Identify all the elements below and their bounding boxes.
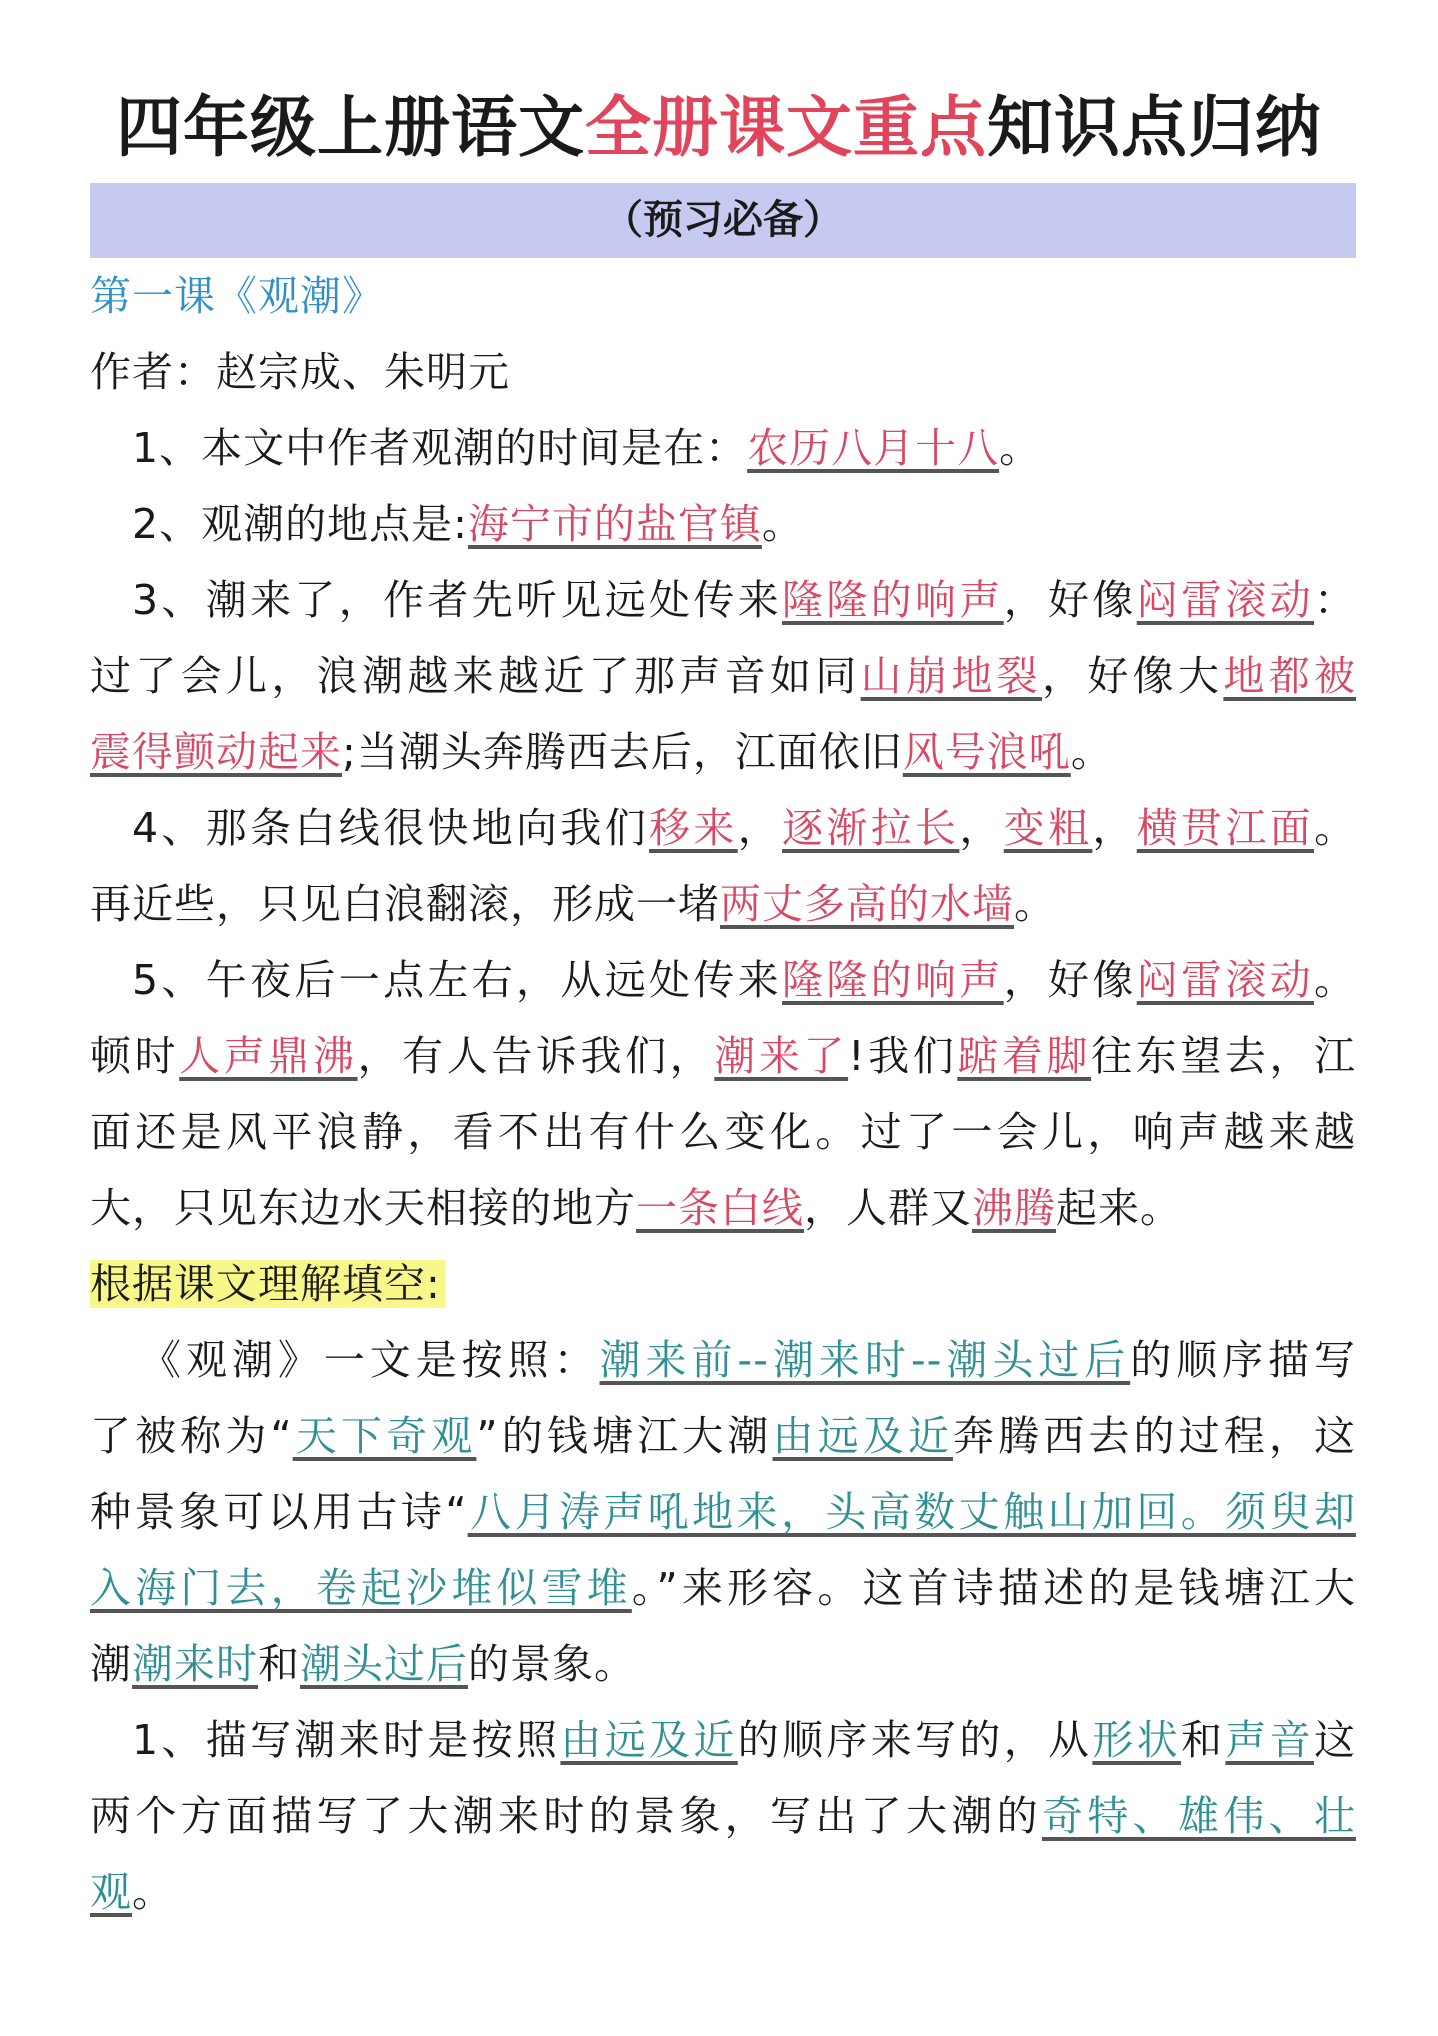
text: 。 — [999, 424, 1042, 472]
text: ，有人告诉我们， — [357, 1032, 715, 1080]
text: ， — [737, 804, 783, 852]
text: 种景象可以用古诗“ — [90, 1488, 468, 1536]
answer: 潮来时 — [132, 1640, 258, 1688]
item-5-line-4 — [90, 1170, 1356, 1246]
text: 过了会儿，浪潮越来越近了那声音如同 — [90, 652, 861, 700]
text: ”的钱塘江大潮 — [476, 1412, 773, 1460]
answer: 闷雷滚动 — [1136, 576, 1315, 624]
answer: 潮来前--潮来时--潮头过后 — [599, 1336, 1131, 1384]
item-3-line-1 — [90, 562, 1356, 638]
text: !我们 — [848, 1032, 958, 1080]
fill-p1-line-2 — [90, 1398, 1356, 1474]
answer: 隆隆的响声 — [782, 576, 1004, 624]
text: 。 — [1314, 956, 1357, 1004]
content — [90, 258, 1356, 1930]
text: 2、观潮的地点是: — [132, 500, 468, 548]
item-5-line-1 — [90, 942, 1356, 1018]
text: 。 — [132, 1868, 174, 1916]
answer: 海宁市的盐官镇 — [467, 500, 762, 548]
text: 再近些，只见白浪翻滚，形成一堵 — [90, 880, 720, 928]
item-4-line-1 — [90, 790, 1356, 866]
item-3-line-3 — [90, 714, 1356, 790]
text: 了被称为“ — [90, 1412, 293, 1460]
answer: 隆隆的响声 — [782, 956, 1004, 1004]
answer: 踮着脚 — [957, 1032, 1092, 1080]
text: 起来。 — [1056, 1184, 1182, 1232]
answer: 农历八月十八 — [747, 424, 1000, 472]
fill-section-heading-row — [90, 1246, 1356, 1322]
answer: 变粗 — [1003, 804, 1093, 852]
subtitle-banner — [90, 183, 1356, 258]
text: 1、描写潮来时是按照 — [132, 1716, 561, 1764]
text: 和 — [1181, 1716, 1226, 1764]
fill-p1-line-5 — [90, 1626, 1356, 1702]
answer: 闷雷滚动 — [1136, 956, 1315, 1004]
answer: 地都被 — [1223, 652, 1357, 700]
text: 3、潮来了，作者先听见远处传来 — [132, 576, 783, 624]
fill-p1-line-3 — [90, 1474, 1356, 1550]
answer: 潮来了 — [714, 1032, 849, 1080]
answer: 声音 — [1225, 1716, 1315, 1764]
item-5-line-2 — [90, 1018, 1356, 1094]
answer: 横贯江面 — [1136, 804, 1315, 852]
text: 4、那条白线很快地向我们 — [132, 804, 650, 852]
text: 《观潮》一文是按照： — [140, 1336, 600, 1384]
title-part3: 知识点归纳 — [987, 89, 1322, 166]
text: 的顺序描写 — [1130, 1336, 1357, 1384]
answer: 移来 — [649, 804, 738, 852]
item-5-line-3 — [90, 1094, 1356, 1170]
title-part2: 全册课文重点 — [585, 89, 987, 166]
text: ， — [959, 804, 1004, 852]
answer: 震得颤动起来 — [90, 728, 342, 776]
author-line: 作者：赵宗成、朱明元 — [90, 348, 510, 396]
answer: 奇特、雄伟、壮 — [1042, 1792, 1356, 1840]
text: ，好像 — [1003, 956, 1137, 1004]
fill-p2-line-2 — [90, 1778, 1356, 1854]
text: 的顺序来写的，从 — [737, 1716, 1093, 1764]
text: 的景象。 — [468, 1640, 636, 1688]
answer: 观 — [90, 1868, 132, 1916]
answer: 入海门去，卷起沙堆似雪堆 — [90, 1564, 632, 1612]
answer: 由远及近 — [560, 1716, 738, 1764]
answer: 由远及近 — [772, 1412, 953, 1460]
text: 这 — [1314, 1716, 1357, 1764]
fill-p2-line-3 — [90, 1854, 1356, 1930]
fill-p1-line-1 — [90, 1322, 1356, 1398]
answer: 逐渐拉长 — [782, 804, 960, 852]
text: 往东望去，江 — [1091, 1032, 1357, 1080]
item-2 — [90, 486, 1356, 562]
text: ，好像大 — [1042, 652, 1224, 700]
text: ;当潮头奔腾西去后，江面依旧 — [342, 728, 903, 776]
text: 大，只见东边水天相接的地方 — [90, 1184, 636, 1232]
title-part1: 四年级上册语文 — [116, 89, 585, 166]
text: 潮 — [90, 1640, 132, 1688]
text: 。 — [1314, 804, 1357, 852]
item-3-line-2 — [90, 638, 1356, 714]
text: 。 — [1014, 880, 1056, 928]
item-1 — [90, 410, 1356, 486]
answer: 天下奇观 — [292, 1412, 477, 1460]
answer: 人声鼎沸 — [179, 1032, 358, 1080]
text: 。 — [761, 500, 804, 548]
answer: 形状 — [1092, 1716, 1182, 1764]
text: 。”来形容。这首诗描述的是钱塘江大 — [631, 1564, 1356, 1612]
answer: 八月涛声吼地来，头高数丈触山加回。须臾却 — [467, 1488, 1357, 1536]
text: ： — [1314, 576, 1357, 624]
text: ，好像 — [1003, 576, 1137, 624]
item-4-line-2 — [90, 866, 1356, 942]
answer: 两丈多高的水墙 — [720, 880, 1014, 928]
fill-section-heading: 根据课文理解填空: — [90, 1260, 445, 1308]
page-title — [0, 88, 1438, 168]
text: 奔腾西去的过程，这 — [953, 1412, 1356, 1460]
text: 和 — [258, 1640, 300, 1688]
banner-text: （预习必备） — [603, 197, 843, 243]
answer: 沸腾 — [972, 1184, 1056, 1232]
text: 两个方面描写了大潮来时的景象，写出了大潮的 — [90, 1792, 1042, 1840]
answer: 风号浪吼 — [902, 728, 1071, 776]
lesson-title: 第一课《观潮》 — [90, 272, 384, 320]
text: 顿时 — [90, 1032, 180, 1080]
text: 5、午夜后一点左右，从远处传来 — [132, 956, 783, 1004]
answer: 一条白线 — [636, 1184, 804, 1232]
text: 面还是风平浪静，看不出有什么变化。过了一会儿，响声越来越 — [90, 1108, 1356, 1156]
fill-p1-line-4 — [90, 1550, 1356, 1626]
answer: 山崩地裂 — [860, 652, 1043, 700]
fill-p2-line-1 — [90, 1702, 1356, 1778]
answer: 潮头过后 — [300, 1640, 468, 1688]
text: ，人群又 — [804, 1184, 972, 1232]
text: 1、本文中作者观潮的时间是在： — [132, 424, 748, 472]
text: ， — [1092, 804, 1137, 852]
text: 。 — [1070, 728, 1113, 776]
